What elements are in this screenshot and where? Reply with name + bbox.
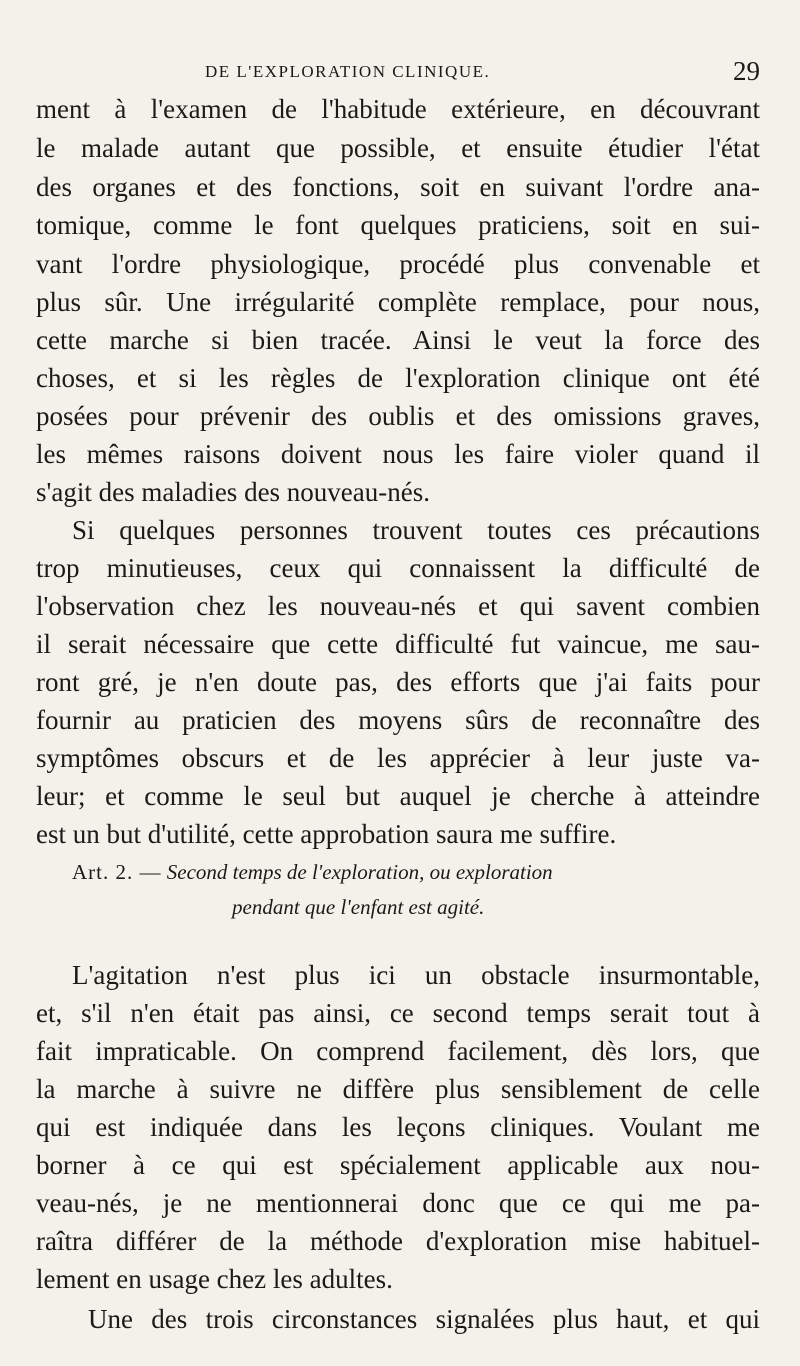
text-line: la marche à suivre ne diffère plus sensiblement de celle [36, 1074, 760, 1104]
text-line: les mêmes raisons doivent nous les faire violer quand il [36, 439, 760, 469]
text-line: Une des trois circonstances signalées plus haut, et qui [88, 1304, 760, 1334]
running-head [205, 56, 760, 86]
text-line: fait impraticable. On comprend facilement, dès lors, que [36, 1036, 760, 1066]
text-line: est un but d'utilité, cette approbation saura me suffire. [36, 819, 617, 849]
article-title-line-2: pendant que l'enfant est agité. [232, 895, 485, 919]
text-line: leur; et comme le seul but auquel je cherche à atteindre [36, 781, 760, 811]
text-line: choses, et si les règles de l'exploration clinique ont été [36, 363, 760, 393]
text-line: le malade autant que possible, et ensuite étudier l'état [36, 133, 760, 163]
article-label: Art. 2. — [72, 860, 162, 884]
page-number: 29 [733, 56, 760, 86]
text-line: ment à l'examen de l'habitude extérieure, en découvrant [36, 94, 760, 124]
text-line: ront gré, je n'en doute pas, des efforts que j'ai faits pour [36, 667, 760, 697]
text-line: raîtra différer de la méthode d'exploration mise habituel- [36, 1226, 760, 1256]
running-title: DE L'EXPLORATION CLINIQUE. [205, 62, 491, 81]
text-line: des organes et des fonctions, soit en suivant l'ordre ana- [36, 172, 760, 202]
text-line: lement en usage chez les adultes. [36, 1264, 393, 1294]
text-line: vant l'ordre physiologique, procédé plus convenable et [36, 249, 760, 279]
text-line: veau-nés, je ne mentionnerai donc que ce qui me pa- [36, 1188, 760, 1218]
text-line: cette marche si bien tracée. Ainsi le veut la force des [36, 325, 760, 355]
text-line: et, s'il n'en était pas ainsi, ce second temps serait tout à [36, 998, 760, 1028]
text-line: borner à ce qui est spécialement applicable aux nou- [36, 1150, 760, 1180]
text-line: symptômes obscurs et de les apprécier à leur juste va- [36, 743, 760, 773]
text-line: il serait nécessaire que cette difficulté fut vaincue, me sau- [36, 629, 760, 659]
text-line: trop minutieuses, ceux qui connaissent la difficulté de [36, 553, 760, 583]
text-line: L'agitation n'est plus ici un obstacle insurmontable, [72, 960, 760, 990]
text-line: qui est indiquée dans les leçons cliniques. Voulant me [36, 1112, 760, 1142]
text-line: fournir au praticien des moyens sûrs de reconnaître des [36, 705, 760, 735]
text-line: plus sûr. Une irrégularité complète remplace, pour nous, [36, 287, 760, 317]
text-line: Si quelques personnes trouvent toutes ces précautions [72, 515, 760, 545]
text-line: l'observation chez les nouveau-nés et qui savent combien [36, 591, 760, 621]
article-title-line-1: Second temps de l'exploration, ou exploration [166, 860, 553, 884]
text-line: s'agit des maladies des nouveau-nés. [36, 477, 431, 507]
article-heading-line-1 [72, 857, 553, 887]
text-line: posées pour prévenir des oublis et des omissions graves, [36, 401, 760, 431]
article-heading-line-2 [232, 892, 484, 922]
text-line: tomique, comme le font quelques praticiens, soit en sui- [36, 210, 760, 240]
